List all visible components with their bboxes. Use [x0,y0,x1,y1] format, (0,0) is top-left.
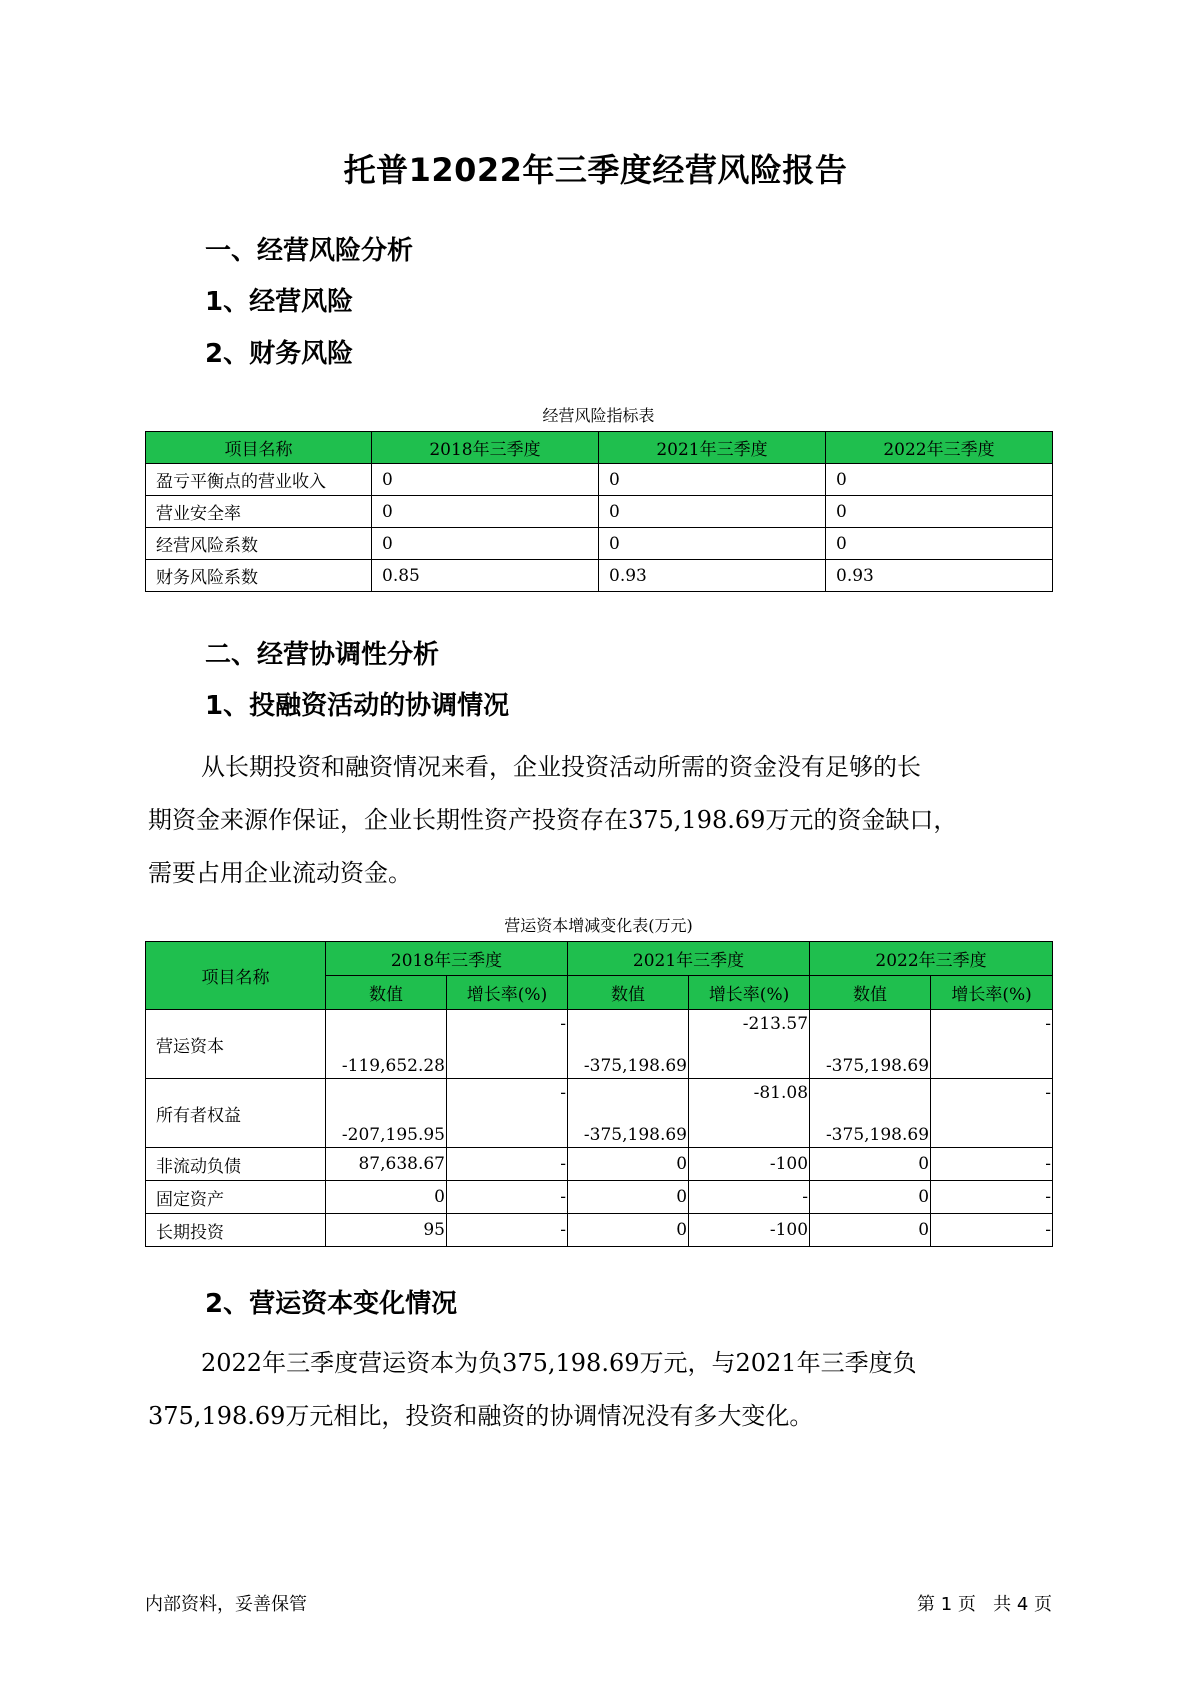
cell: 0 [372,464,599,496]
cell-growth: -100 [689,1214,810,1247]
col-header: 项目名称 [146,432,372,464]
cell-growth: -213.57 [689,1010,810,1079]
col-subheader-growth: 增长率(%) [931,976,1053,1010]
cell-growth: - [447,1079,568,1148]
col-subheader-value: 数值 [568,976,689,1010]
row-label: 财务风险系数 [146,560,372,592]
cell-value: -375,198.69 [568,1079,689,1148]
cell: 0 [372,496,599,528]
row-label: 营业安全率 [146,496,372,528]
section-heading-2: 二、经营协调性分析 [205,640,440,670]
col-header-period: 2022年三季度 [810,942,1053,976]
cell-growth: - [447,1214,568,1247]
section-heading-1: 一、经营风险分析 [205,236,414,266]
cell-growth: - [931,1214,1053,1247]
cell-value: 0 [568,1214,689,1247]
cell: 0.93 [599,560,826,592]
paragraph-line: 375,198.69万元相比，投资和融资的协调情况没有多大变化。 [148,1402,814,1430]
col-header: 2021年三季度 [599,432,826,464]
risk-indicator-table [145,431,1053,592]
table-row [146,464,1053,496]
row-label: 营运资本 [146,1010,326,1079]
cell-growth: - [689,1181,810,1214]
working-capital-table [145,941,1053,1247]
subsection-financial-risk: 2、财务风险 [205,339,354,369]
col-subheader-value: 数值 [810,976,931,1010]
table-header-row [146,432,1053,464]
subsection-operating-risk: 1、经营风险 [205,287,354,317]
cell-value: 0 [326,1181,447,1214]
cell-value: -207,195.95 [326,1079,447,1148]
cell-value: -375,198.69 [568,1010,689,1079]
cell-growth: - [447,1181,568,1214]
cell-growth: - [931,1148,1053,1181]
col-header: 2018年三季度 [372,432,599,464]
cell: 0 [826,528,1053,560]
cell: 0 [599,464,826,496]
cell: 0 [599,528,826,560]
row-label: 盈亏平衡点的营业收入 [146,464,372,496]
col-header: 2022年三季度 [826,432,1053,464]
cell-value: 0 [568,1148,689,1181]
cell-growth: - [447,1148,568,1181]
table2-caption: 营运资本增减变化表(万元) [504,916,693,935]
cell-value: 95 [326,1214,447,1247]
cell-value: 0 [810,1148,931,1181]
cell-value: 0 [568,1181,689,1214]
cell: 0 [826,464,1053,496]
cell-value: -375,198.69 [810,1079,931,1148]
paragraph-line: 从长期投资和融资情况来看，企业投资活动所需的资金没有足够的长 [201,753,921,781]
row-label: 长期投资 [146,1214,326,1247]
table-row [146,1010,1053,1079]
cell-value: -375,198.69 [810,1010,931,1079]
cell-value: 0 [810,1214,931,1247]
cell-value: 0 [810,1181,931,1214]
table-row [146,560,1053,592]
paragraph-investment-financing [148,741,1048,900]
col-header-period: 2021年三季度 [568,942,810,976]
row-label: 非流动负债 [146,1148,326,1181]
table-row [146,1079,1053,1148]
cell-growth: - [931,1181,1053,1214]
col-subheader-value: 数值 [326,976,447,1010]
table1-caption: 经营风险指标表 [542,406,655,425]
row-label: 固定资产 [146,1181,326,1214]
paragraph-working-capital [148,1337,1048,1443]
col-subheader-growth: 增长率(%) [447,976,568,1010]
col-subheader-growth: 增长率(%) [689,976,810,1010]
cell: 0 [599,496,826,528]
table-row [146,1181,1053,1214]
cell: 0 [372,528,599,560]
cell-growth: - [447,1010,568,1079]
row-label: 所有者权益 [146,1079,326,1148]
table-row [146,1148,1053,1181]
col-header-item: 项目名称 [146,942,326,1010]
cell-growth: - [931,1010,1053,1079]
table-row [146,528,1053,560]
subsection-working-capital: 2、营运资本变化情况 [205,1289,458,1319]
cell-growth: -81.08 [689,1079,810,1148]
footer-confidential-note: 内部资料，妥善保管 [145,1594,307,1615]
paragraph-line: 需要占用企业流动资金。 [148,859,412,887]
col-header-period: 2018年三季度 [326,942,568,976]
row-label: 经营风险系数 [146,528,372,560]
footer-page-number: 第 1 页 共 4 页 [917,1594,1052,1615]
document-title: 托普12022年三季度经营风险报告 [343,151,848,189]
paragraph-line: 2022年三季度营运资本为负375,198.69万元，与2021年三季度负 [201,1349,917,1377]
cell-growth: -100 [689,1148,810,1181]
cell: 0.85 [372,560,599,592]
cell: 0.93 [826,560,1053,592]
table-header-row [146,942,1053,976]
paragraph-line: 期资金来源作保证，企业长期性资产投资存在375,198.69万元的资金缺口， [148,806,958,834]
cell-growth: - [931,1079,1053,1148]
table-row [146,1214,1053,1247]
cell-value: -119,652.28 [326,1010,447,1079]
table-row [146,496,1053,528]
subsection-investment-financing: 1、投融资活动的协调情况 [205,691,510,721]
cell-value: 87,638.67 [326,1148,447,1181]
cell: 0 [826,496,1053,528]
